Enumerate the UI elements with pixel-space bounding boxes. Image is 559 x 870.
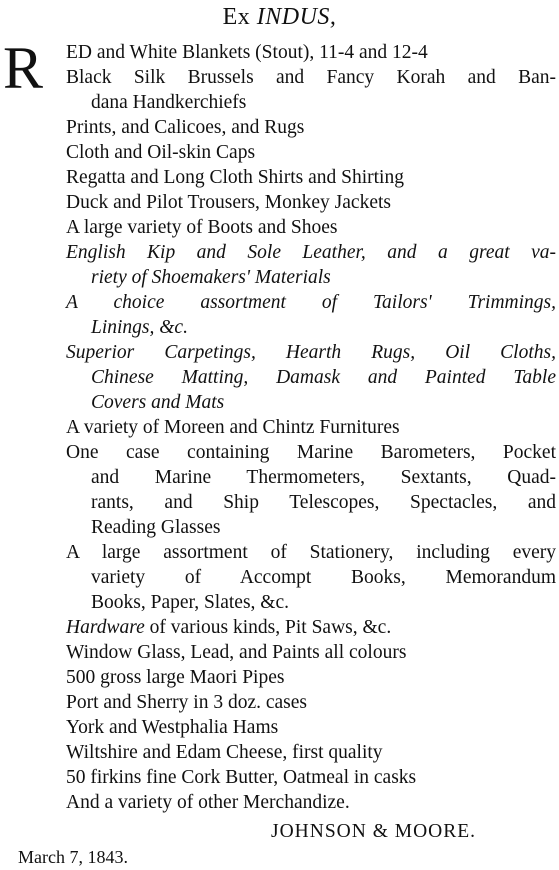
list-item	[66, 40, 556, 65]
list-item-text: ED and White Blankets (Stout), 11-4 and 12-4	[66, 42, 428, 63]
advertisement-heading	[0, 0, 559, 34]
list-item	[66, 715, 556, 740]
list-item-text: and Marine Thermometers, Sextants, Quad-	[91, 467, 556, 488]
list-item-continuation	[91, 490, 556, 515]
list-item-text: of various kinds, Pit Saws, &c.	[144, 617, 392, 638]
list-item	[66, 340, 556, 365]
list-item-text: rants, and Ship Telescopes, Spectacles, and	[91, 492, 556, 513]
list-item-continuation	[91, 365, 556, 390]
list-item-text: A large variety of Boots and Shoes	[66, 217, 338, 238]
list-item-text: York and Westphalia Hams	[66, 717, 279, 738]
list-item	[66, 165, 556, 190]
heading-prefix: Ex	[222, 4, 257, 30]
list-item-text: Chinese Matting, Damask and Painted Table	[91, 367, 556, 388]
list-item	[66, 765, 556, 790]
list-item-text: Port and Sherry in 3 doz. cases	[66, 692, 307, 713]
list-item-text: dana Handkerchiefs	[91, 92, 247, 113]
list-item	[66, 665, 556, 690]
list-item-text: Cloth and Oil-skin Caps	[66, 142, 256, 163]
list-item-text: 50 firkins fine Cork Butter, Oatmeal in casks	[66, 767, 417, 788]
advertisement-date: March 7, 1843.	[18, 847, 128, 867]
list-item	[66, 615, 556, 640]
list-item	[66, 640, 556, 665]
list-item	[66, 140, 556, 165]
list-item-text: A choice assortment of Tailors' Trimmings,	[66, 292, 556, 313]
list-item-text: Books, Paper, Slates, &c.	[91, 592, 289, 613]
drop-cap-letter: R	[3, 35, 44, 101]
list-item-text: And a variety of other Merchandize.	[66, 792, 350, 813]
list-item	[66, 190, 556, 215]
list-item-text: One case containing Marine Barometers, Pocket	[66, 442, 556, 463]
list-item-continuation	[91, 590, 556, 615]
list-item-text: Linings, &c.	[91, 317, 188, 338]
list-item	[66, 540, 556, 565]
list-item-text: Duck and Pilot Trousers, Monkey Jackets	[66, 192, 391, 213]
list-item-text: Reading Glasses	[91, 517, 221, 538]
list-item-text: variety of Accompt Books, Memorandum	[91, 567, 556, 588]
list-item	[66, 65, 556, 90]
list-item-continuation	[91, 390, 556, 415]
list-item	[66, 790, 556, 815]
merchant-signature: JOHNSON & MOORE.	[271, 821, 477, 842]
list-item-continuation	[91, 515, 556, 540]
list-item-continuation	[91, 265, 556, 290]
list-item-text: 500 gross large Maori Pipes	[66, 667, 285, 688]
list-item	[66, 415, 556, 440]
list-item-text: Covers and Mats	[91, 392, 225, 413]
list-item	[66, 115, 556, 140]
list-item	[66, 690, 556, 715]
list-item-text: Prints, and Calicoes, and Rugs	[66, 117, 305, 138]
list-item-text: Hardware	[66, 617, 145, 638]
list-item-continuation	[91, 565, 556, 590]
list-item	[66, 740, 556, 765]
list-item	[66, 440, 556, 465]
list-item	[66, 290, 556, 315]
list-item-text: A large assortment of Stationery, including every	[66, 542, 556, 563]
list-item-text: Superior Carpetings, Hearth Rugs, Oil Cloths,	[66, 342, 556, 363]
list-item-text: English Kip and Sole Leather, and a great va-	[66, 242, 556, 263]
ship-name: INDUS,	[256, 4, 337, 30]
list-item-text: Window Glass, Lead, and Paints all colours	[66, 642, 407, 663]
list-item-continuation	[91, 465, 556, 490]
list-item-text: Black Silk Brussels and Fancy Korah and Ban-	[66, 67, 556, 88]
list-item-continuation	[91, 315, 556, 340]
list-item-text: Wiltshire and Edam Cheese, first quality	[66, 742, 383, 763]
list-item-text: riety of Shoemakers' Materials	[91, 267, 331, 288]
list-item	[66, 215, 556, 240]
list-item-continuation	[91, 90, 556, 115]
list-item-text: Regatta and Long Cloth Shirts and Shirting	[66, 167, 404, 188]
list-item-text: A variety of Moreen and Chintz Furnitures	[66, 417, 400, 438]
list-item	[66, 240, 556, 265]
